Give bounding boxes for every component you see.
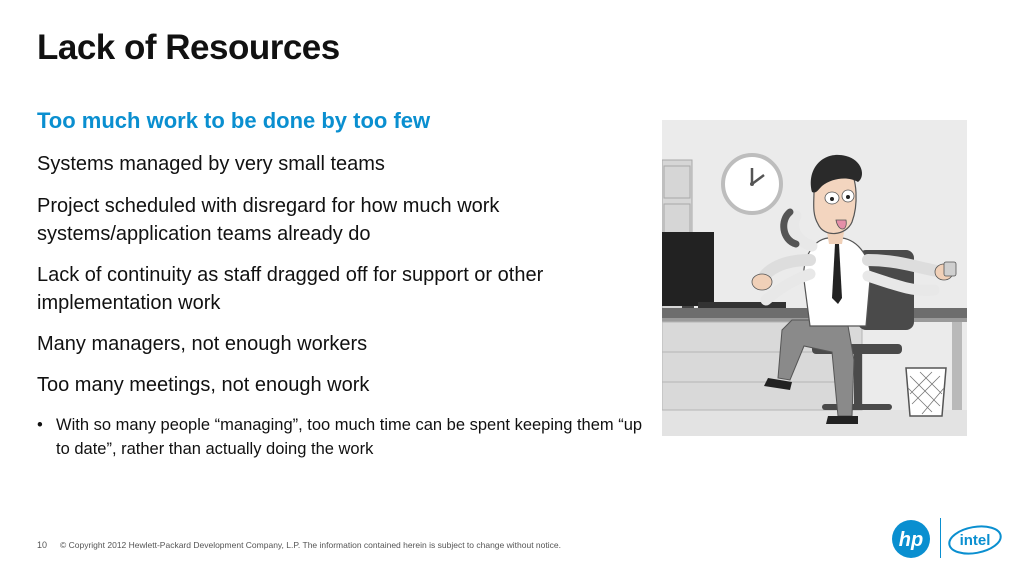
overworked-office-worker-illustration — [662, 120, 967, 436]
keyboard — [698, 302, 786, 308]
hp-logo-text: hp — [898, 529, 924, 551]
hp-logo-icon — [891, 519, 931, 559]
point-lack-of-continuity: Lack of continuity as staff dragged off for support or other implementation work — [37, 264, 544, 314]
intel-logo-text: intel — [959, 532, 991, 549]
wastebasket — [906, 368, 946, 416]
monitor — [662, 232, 714, 306]
point-project-scheduled: Project scheduled with disregard for how much work systems/application teams already do — [37, 195, 500, 245]
bullet-text: With so many people “managing”, too much time can be spent keeping them “up to date”, rather than actually doing the work — [56, 416, 643, 458]
point-many-managers: Many managers, not enough workers — [37, 333, 368, 355]
slide-title: Lack of Resources — [37, 28, 340, 67]
logo-separator — [940, 518, 941, 558]
bullet-dot: • — [37, 416, 43, 434]
bullet-item — [37, 413, 647, 461]
intel-logo-icon — [947, 522, 1003, 556]
slide-subheading: Too much work to be done by too few — [37, 108, 431, 133]
clock — [723, 155, 781, 213]
point-small-teams: Systems managed by very small teams — [37, 153, 385, 175]
point-too-many-meetings: Too many meetings, not enough work — [37, 374, 370, 396]
page-number: 10 — [37, 540, 48, 550]
copyright-notice: © Copyright 2012 Hewlett-Packard Development Company, L.P. The information contained herein is subject to change without notice. — [60, 540, 561, 550]
